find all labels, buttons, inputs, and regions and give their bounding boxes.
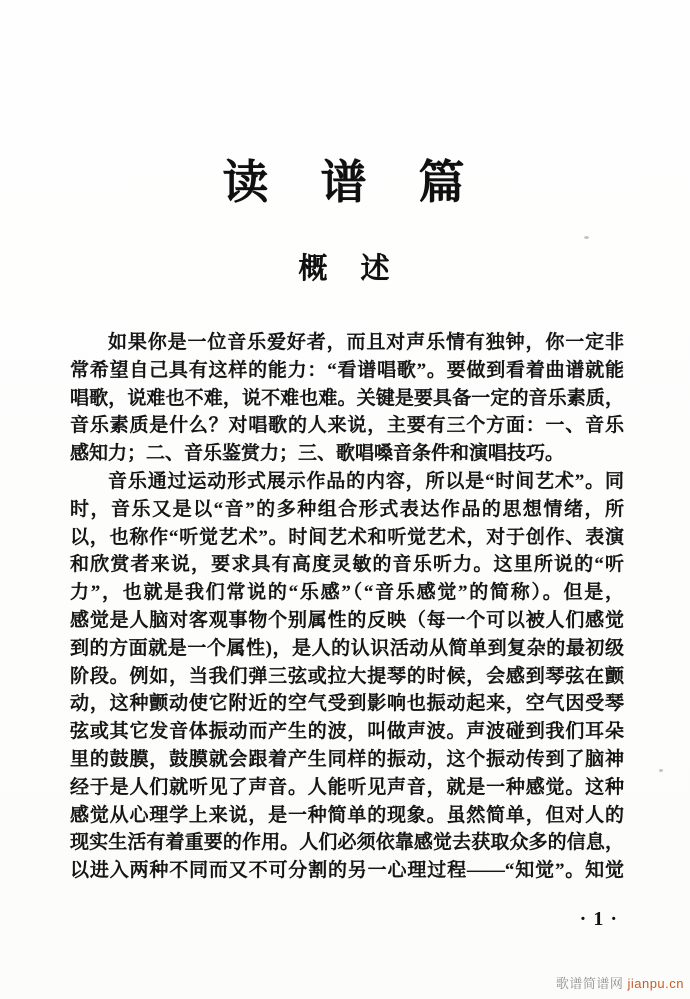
text-line: 动，这种颤动使它附近的空气受到影响也振动起来，空气因受琴 bbox=[70, 693, 624, 715]
text-line: 阶段。例如，当我们弹三弦或拉大提琴的时候，会感到琴弦在颤 bbox=[70, 665, 624, 687]
text-line: 唱歌，说难也不难，说不难也难。关键是要具备一定的音乐素质， bbox=[70, 387, 624, 409]
text-line: 弦或其它发音体振动而产生的波，叫做声波。声波碰到我们耳朵 bbox=[70, 721, 624, 743]
text-line: 感知力；二、音乐鉴赏力；三、歌唱嗓音条件和演唱技巧。 bbox=[70, 443, 565, 465]
text-line: 现实生活有着重要的作用。人们必须依靠感觉去获取众多的信息， bbox=[70, 832, 624, 854]
text-line: 以，也称作“听觉艺术”。时间艺术和听觉艺术，对于创作、表演 bbox=[70, 526, 624, 548]
text-line: 感觉是人脑对客观事物个别属性的反映（每一个可以被人们感觉 bbox=[70, 609, 624, 631]
page-number: ·1· bbox=[579, 908, 624, 930]
text-line: 里的鼓膜，鼓膜就会跟着产生同样的振动，这个振动传到了脑神 bbox=[70, 748, 624, 770]
text-line: 时，音乐又是以“音”的多种组合形式表达作品的思想情绪，所 bbox=[70, 498, 624, 520]
text-line: 常希望自己具有这样的能力：“看谱唱歌”。要做到看着曲谱就能 bbox=[70, 359, 624, 381]
chapter-title: 读 谱 篇 bbox=[222, 157, 468, 208]
text-line: 以进入两种不同而又不可分割的另一心理过程——“知觉”。知觉 bbox=[70, 860, 624, 882]
text-line: 经于是人们就听见了声音。人能听见声音，就是一种感觉。这种 bbox=[70, 776, 624, 798]
text-line: 到的方面就是一个属性)，是人的认识活动从简单到复杂的最初级 bbox=[70, 637, 624, 659]
text-line: 音乐素质是什么？对唱歌的人来说，主要有三个方面：一、音乐 bbox=[70, 415, 624, 437]
scan-speck bbox=[584, 236, 589, 239]
section-title: 概 述 bbox=[298, 253, 392, 285]
text-line: 感觉从心理学上来说，是一种简单的现象。虽然简单，但对人的 bbox=[70, 804, 624, 826]
watermark bbox=[556, 973, 684, 992]
body-text bbox=[70, 329, 624, 885]
watermark-site-name: 歌谱简谱网 bbox=[555, 976, 624, 991]
text-line: 和欣赏者来说，要求具有高度灵敏的音乐听力。这里所说的“听 bbox=[70, 554, 624, 576]
text-line: 力”，也就是我们常说的“乐感”（“音乐感觉”的简称）。但是， bbox=[70, 582, 624, 604]
watermark-domain: jianpu.cn bbox=[627, 976, 684, 991]
text-line: 音乐通过运动形式展示作品的内容，所以是“时间艺术”。同 bbox=[108, 470, 624, 492]
scan-speck bbox=[659, 769, 663, 772]
text-line: 如果你是一位音乐爱好者，而且对声乐情有独钟，你一定非 bbox=[108, 332, 624, 353]
